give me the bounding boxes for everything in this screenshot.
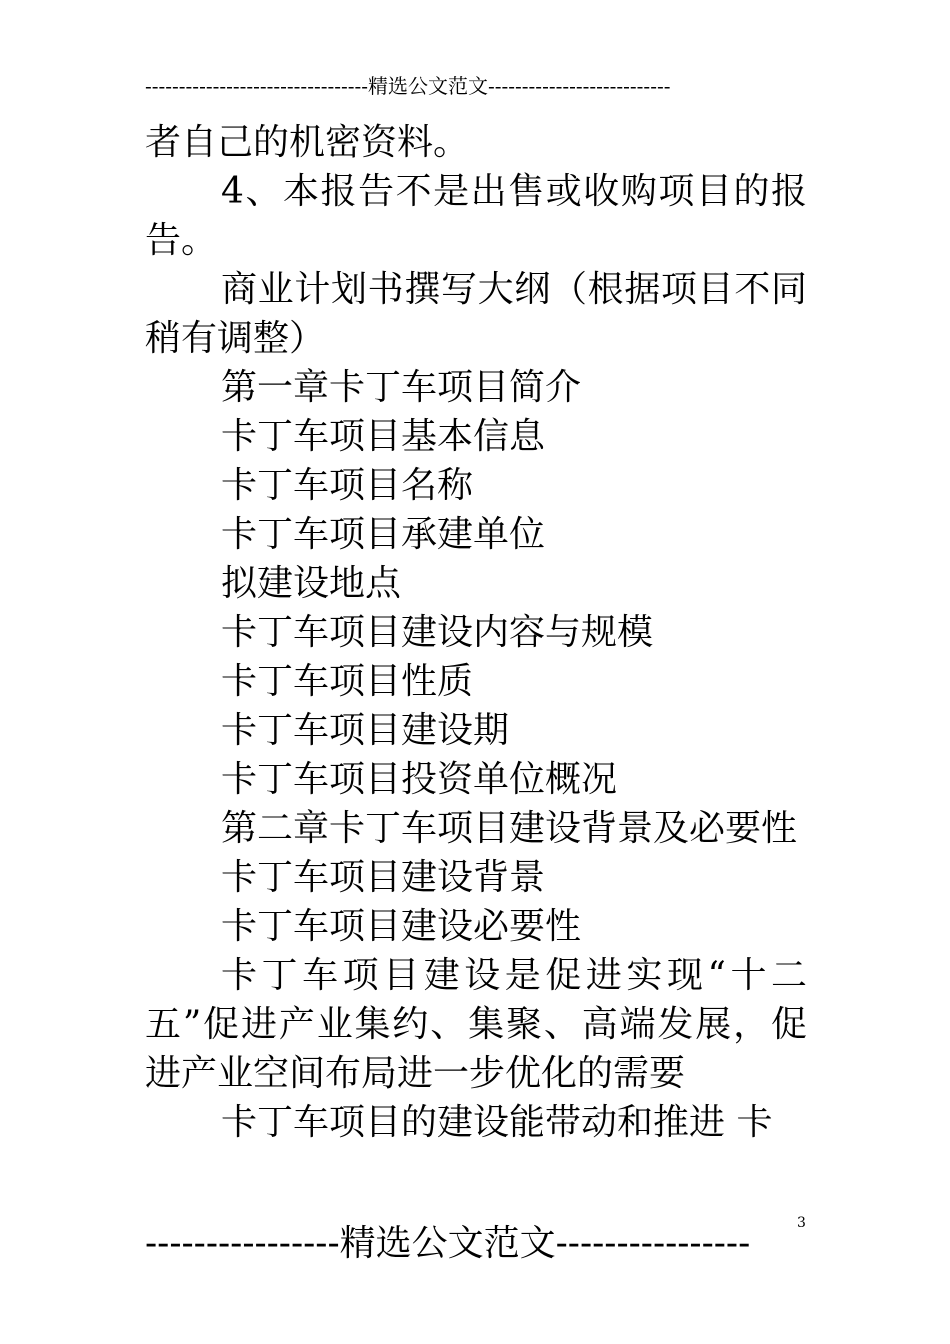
section-heading: 卡丁车项目建设期	[221, 710, 510, 751]
chapter-heading: 第二章卡丁车项目建设背景及必要性	[221, 808, 798, 849]
page-number: 3	[797, 1215, 806, 1231]
section-heading: 卡丁车项目基本信息	[221, 416, 546, 457]
section-heading: 卡丁车项目性质	[221, 661, 474, 702]
paragraph: 4、本报告不是出售或收购项目的报告。	[145, 171, 807, 261]
paragraph: 者自己的机密资料。	[145, 122, 470, 163]
paragraph: 商业计划书撰写大纲（根据项目不同稍有调整）	[145, 269, 807, 359]
chapter-heading: 第一章卡丁车项目简介	[221, 367, 582, 408]
section-heading: 拟建设地点	[221, 563, 402, 604]
paragraph: 卡丁车项目建设是促进实现“十二五”促进产业集约、集聚、高端发展，促进产业空间布局进一步优化的需要	[145, 955, 807, 1094]
document-body	[145, 118, 807, 1147]
page-footer: ----------------精选公文范文----------------	[145, 1223, 751, 1264]
section-heading: 卡丁车项目建设必要性	[221, 906, 582, 947]
page-header: ---------------------------------精选公文范文---------------------------	[145, 74, 671, 98]
section-heading: 卡丁车项目建设背景	[221, 857, 546, 898]
section-heading: 卡丁车项目投资单位概况	[221, 759, 618, 800]
section-heading: 卡丁车项目建设内容与规模	[221, 612, 654, 653]
section-heading: 卡丁车项目承建单位	[221, 514, 546, 555]
section-heading: 卡丁车项目名称	[221, 465, 474, 506]
paragraph: 卡丁车项目的建设能带动和推进 卡	[221, 1102, 773, 1143]
